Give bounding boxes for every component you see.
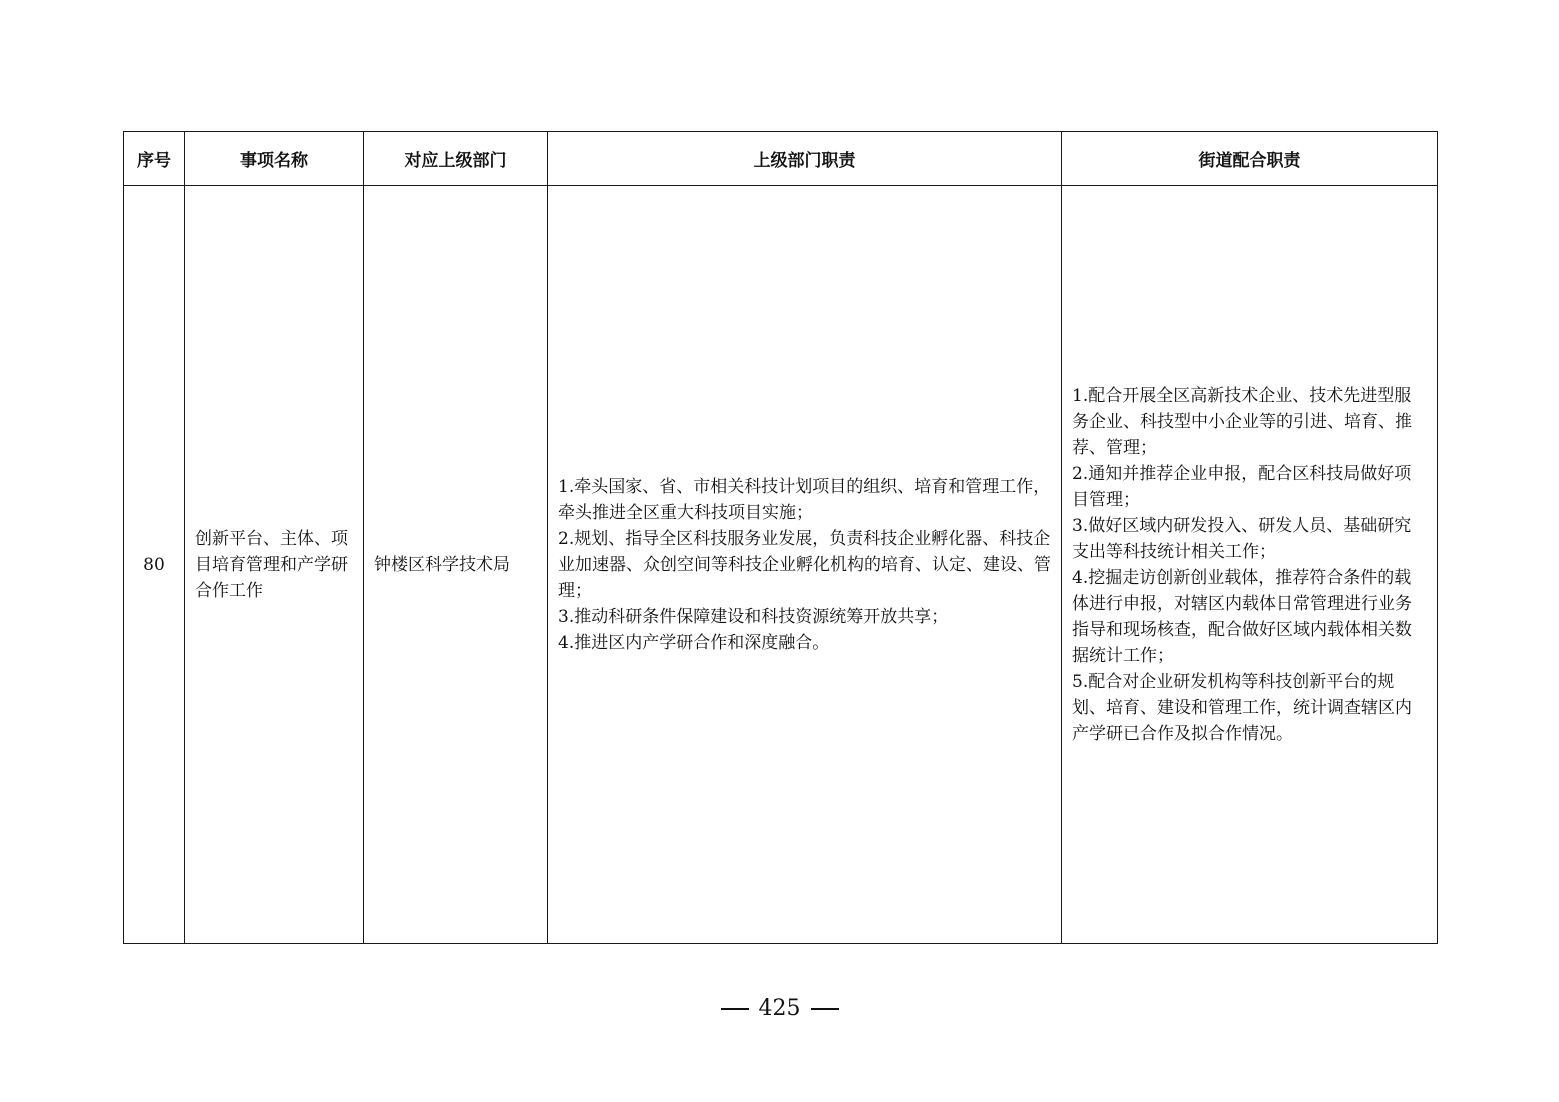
street-duty-item: 5.配合对企业研发机构等科技创新平台的规划、培育、建设和管理工作，统计调查辖区内产学研已合作及拟合作情况。 <box>1072 671 1412 744</box>
street-duty-item: 2.通知并推荐企业申报，配合区科技局做好项目管理； <box>1072 463 1412 510</box>
table-header-row <box>124 132 1438 186</box>
header-index: 序号 <box>124 132 185 186</box>
row-superior-duties <box>548 186 1062 944</box>
page-number-text: 425 <box>758 996 801 1021</box>
header-item-name: 事项名称 <box>185 132 364 186</box>
row-street-duties <box>1062 186 1438 944</box>
page-number <box>0 996 1559 1021</box>
street-duty-item: 1.配合开展全区高新技术企业、技术先进型服务企业、科技型中小企业等的引进、培育、推荐、管理； <box>1072 385 1412 458</box>
left-dash <box>721 1008 749 1010</box>
header-superior-duties: 上级部门职责 <box>548 132 1062 186</box>
duty-table <box>123 131 1438 944</box>
row-item-name: 创新平台、主体、项目培育管理和产学研合作工作 <box>185 186 364 944</box>
street-duty-item: 3.做好区域内研发投入、研发人员、基础研究支出等科技统计相关工作； <box>1072 515 1412 562</box>
header-superior-dept: 对应上级部门 <box>364 132 548 186</box>
superior-duty-item: 1.牵头国家、省、市相关科技计划项目的组织、培育和管理工作，牵头推进全区重大科技项目实施； <box>558 476 1051 523</box>
header-street-duties: 街道配合职责 <box>1062 132 1438 186</box>
street-duty-item: 4.挖掘走访创新创业载体，推荐符合条件的载体进行申报，对辖区内载体日常管理进行业务指导和现场核查，配合做好区域内载体相关数据统计工作； <box>1072 567 1412 666</box>
superior-duty-item: 2.规划、指导全区科技服务业发展，负责科技企业孵化器、科技企业加速器、众创空间等科技企业孵化机构的培育、认定、建设、管理； <box>558 528 1051 601</box>
table-row <box>124 186 1438 944</box>
superior-duty-item: 3.推动科研条件保障建设和科技资源统筹开放共享； <box>558 606 949 627</box>
row-superior-dept: 钟楼区科学技术局 <box>364 186 548 944</box>
right-dash <box>811 1008 839 1010</box>
superior-duty-item: 4.推进区内产学研合作和深度融合。 <box>558 632 830 653</box>
row-index: 80 <box>124 186 185 944</box>
